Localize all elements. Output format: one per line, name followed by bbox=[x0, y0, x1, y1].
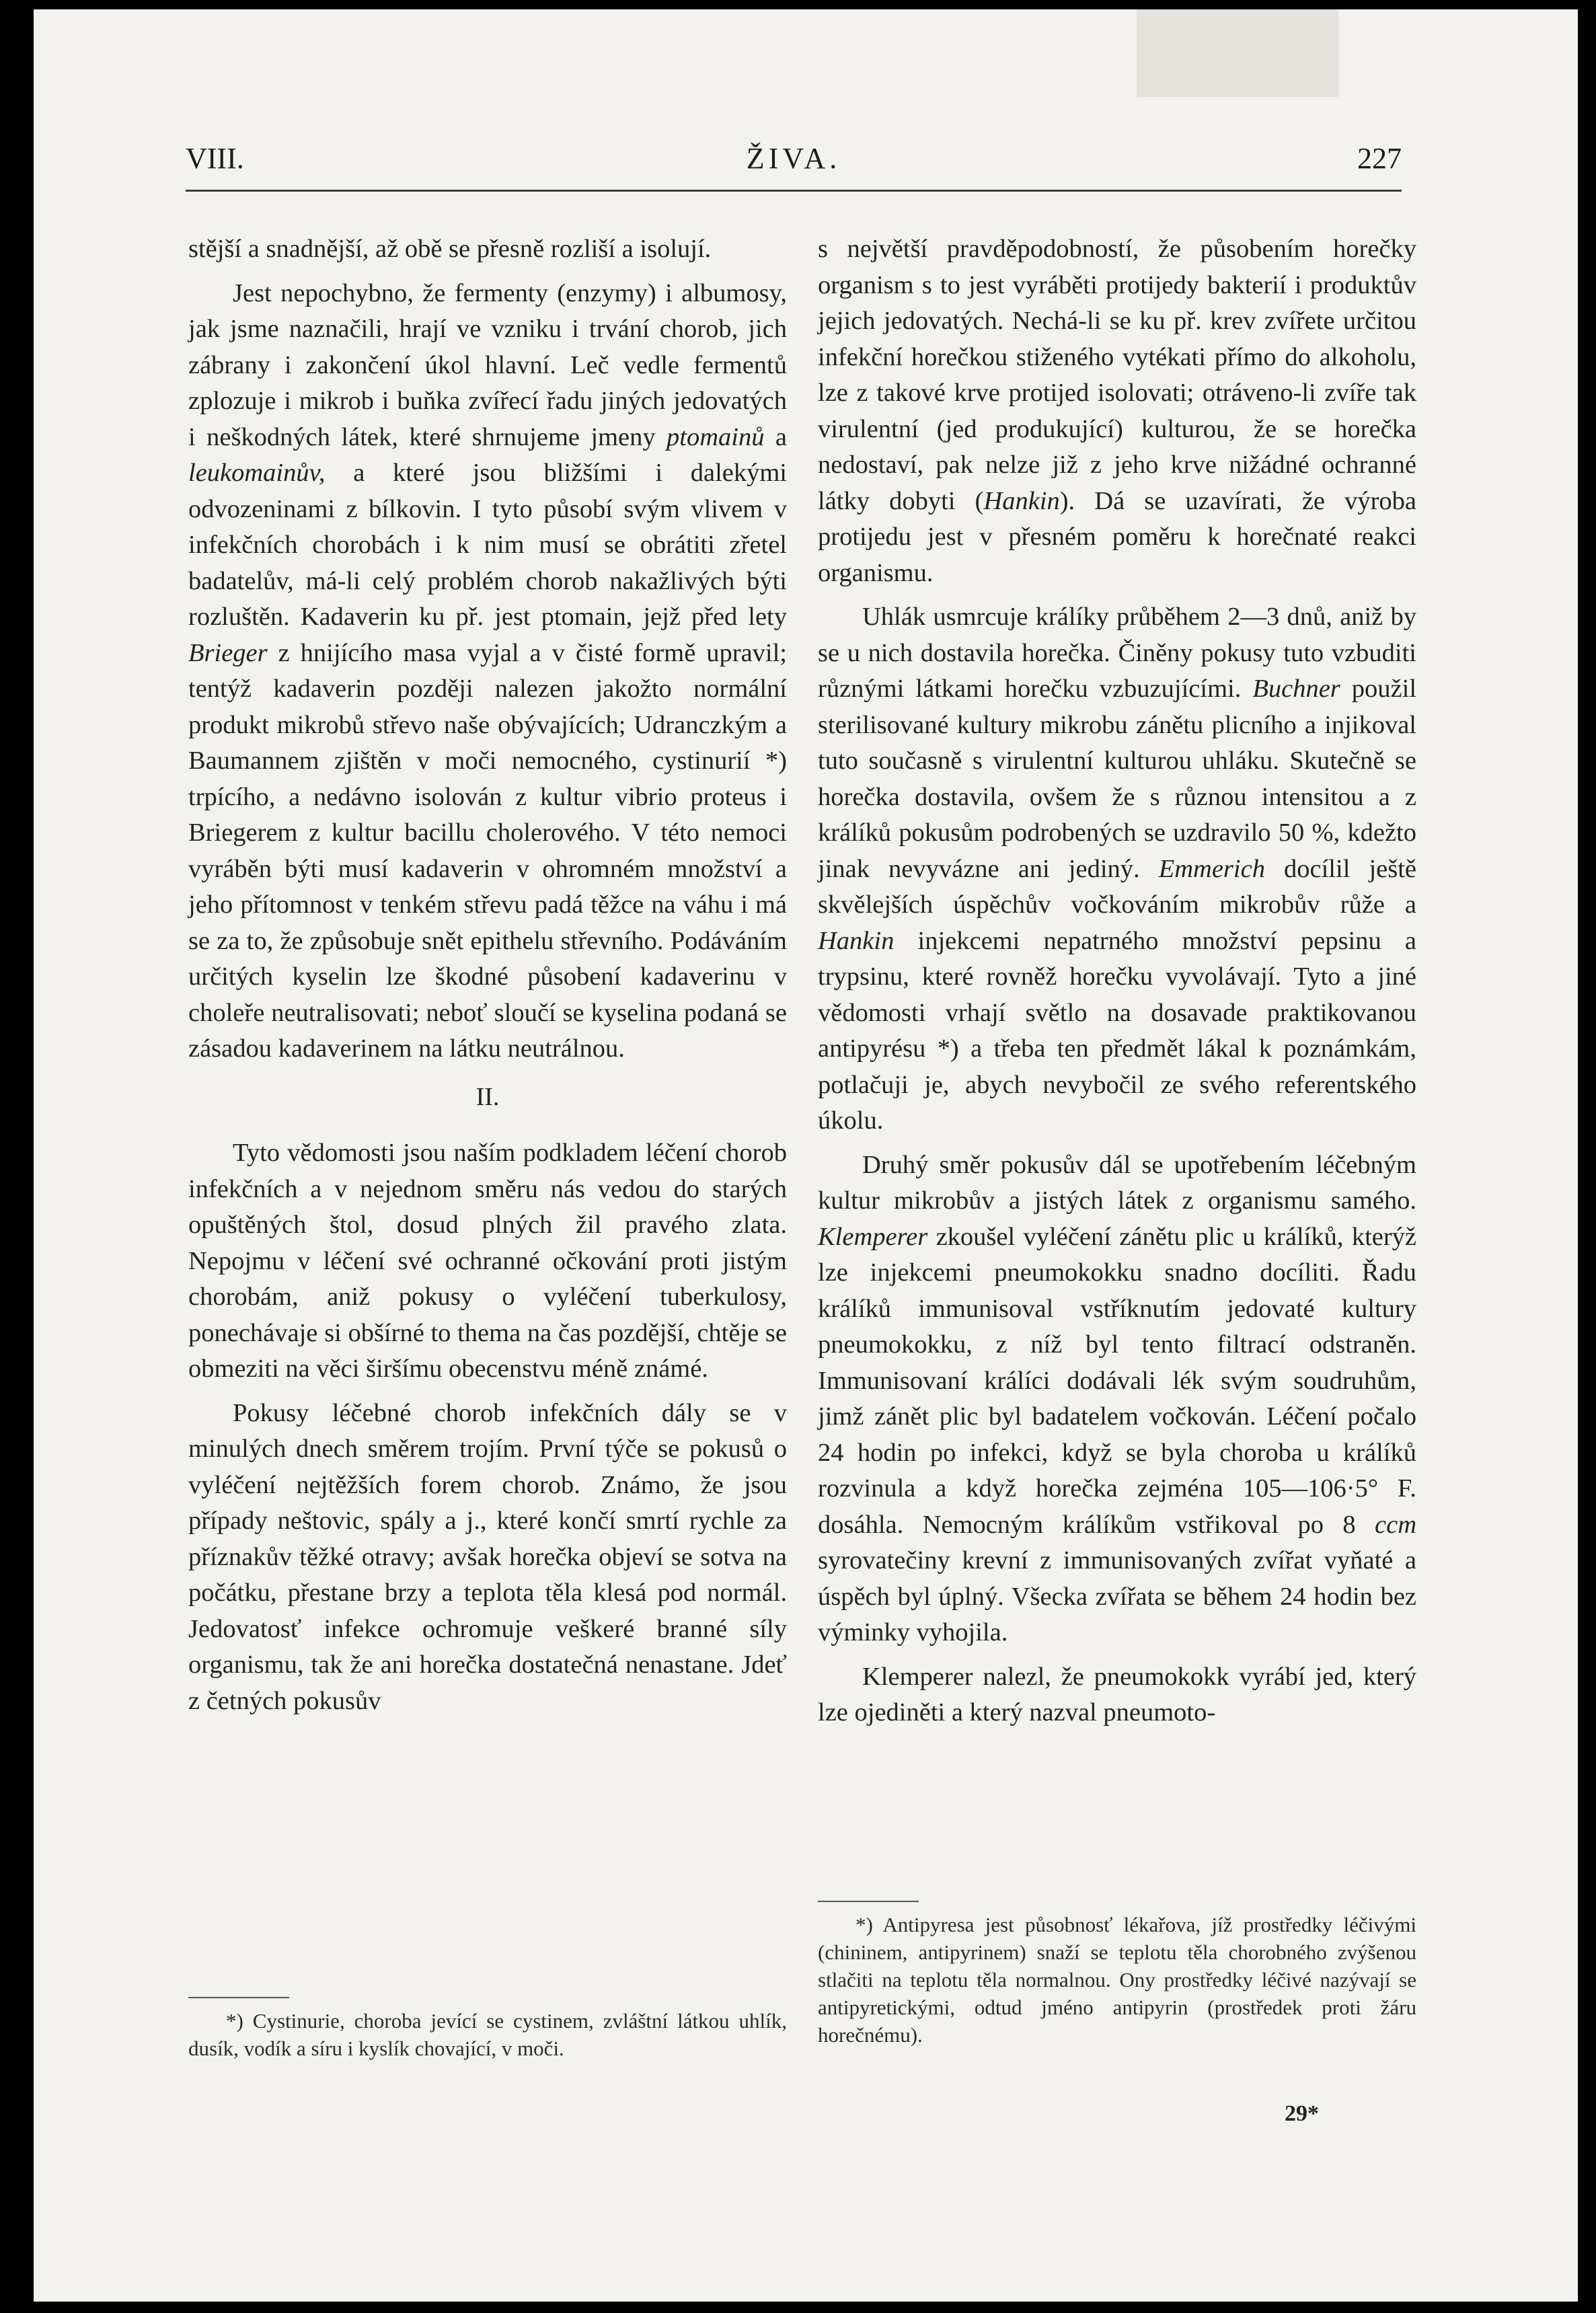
paragraph: Jest nepochybno, že fermenty (enzymy) i albumosy, jak jsme naznačili, hrají ve vzniku i trvání chorob, jich zábrany i zakončení úkol hlavní. Leč vedle fermentů zplozuje i mikrob i buňka zvířecí řadu jiných jedovatých i neškodných látek, které shrnujeme jmeny ptomainů a leukomainův, a které jsou bližšími i dalekými odvozeninami z bílkovin. I tyto působí svým vlivem v infekčních chorobách i k nim musí se obrátiti zřetel badatelův, má-li celý problém chorob nakažlivých býti rozluštěn. Kadaverin ku př. jest ptomain, jejž před lety Brieger z hnijícího masa vyjal a v čisté formě upravil; tentýž kadaverin později nalezen jakožto normální produkt mikrobů střevo naše obývajících; Udranczkým a Baumannem zjištěn v moči nemocného, cystinurií *) trpícího, a nedávno isolován z kultur vibrio proteus i Briegerem z kultur bacillu cholerového. V této nemoci vyráběn býti musí kadaverin v ohromném množství a jeho přítomnost v tenkém střevu padá těžce na váhu i má se za to, že způsobuje snět epithelu střevního. Podáváním určitých kyselin lze škodné působení kadaverinu v choleře neutralisovati; neboť sloučí se kyselina podaná se zásadou kadaverinem na látku neutrálnou. bbox=[188, 278, 787, 1063]
paragraph: Druhý směr pokusův dál se upotřebením léčebným kultur mikrobův a jistých látek z organismu samého. Klemperer zkoušel vyléčení zánětu plic u králíků, kterýž lze injekcemi pneumokokku snadno docíliti. Řadu králíků immunisoval vstříknutím jedovaté kultury pneumokokku, z níž byl tento filtrací odstraněn. Immunisovaní králíci dodávali lék svým soudruhům, jimž zánět plic byl badatelem vočkován. Léčení počalo 24 hodin po infekci, když se byla choroba u králíků rozvinula a když horečka zejména 105—106·5° F. dosáhla. Nemocným králíkům vstřikoval po 8 ccm syrovatečiny krevní z immunisovaných zvířat vyňaté a úspěch byl úplný. Všecka zvířata se během 24 hodin bez výminky vyhojila. bbox=[818, 1150, 1417, 1646]
unit-abbrev: ccm bbox=[1375, 1510, 1416, 1539]
journal-title: ŽIVA. bbox=[746, 142, 841, 175]
volume-number: VIII. bbox=[186, 142, 244, 175]
left-column bbox=[188, 231, 787, 1727]
page-stain bbox=[1137, 9, 1338, 97]
term-leukomain: leukomainův, bbox=[188, 459, 326, 487]
paragraph: Tyto vědomosti jsou naším podkladem léčení chorob infekčních a v nejednom směru nás vedou do starých opuštěných štol, dosud plných žil pravého zlata. Nepojmu v léčení své ochranné očkování proti jistým chorobám, aniž pokusy o vyléčení tuberkulosy, ponechávaje si obšírné to thema na čas pozdější, chtěje se obmeziti na věci širšímu obecenstvu méně známé. bbox=[188, 1139, 787, 1383]
scanned-page bbox=[34, 9, 1578, 2302]
term-ptomain: ptomainů bbox=[667, 422, 765, 451]
author-name: Hankin bbox=[818, 926, 895, 955]
header-rule bbox=[186, 190, 1402, 192]
author-name: Hankin bbox=[983, 486, 1060, 515]
paragraph: s největší pravděpodobností, že působením horečky organism s to jest vyráběti protijedy bakterií i produktův jejich jedovatých. Nechá-li se ku př. krev zvířete určitou infekční horečkou stiženého vytékati přímo do alkoholu, lze z takové krve protijed isolovati; otráveno-li zvíře tak virulentní (jed produkující) kulturou, že se horečka nedostaví, pak nelze již z jeho krve nižádné ochranné látky dobyti (Hankin). Dá se uzavírati, že výroba protijedu jest v přesném poměru k horečnaté reakci organismu. bbox=[818, 235, 1416, 587]
footnote-right: *) Antipyresa jest působnosť lékařova, jíž prostředky léčivými (chininem, antipyrinem) snaží se teplotu těla chorobného zvýšenou stlačiti na teplotu těla normalnou. Ony prostředky léčivé nazývají se antipyretickými, odtud jméno antipyrin (prostředek proti žáru horečnému). bbox=[818, 1913, 1416, 2047]
running-header bbox=[186, 141, 1402, 195]
signature-mark: 29* bbox=[1285, 2101, 1319, 2126]
footnote-rule bbox=[188, 1997, 289, 1998]
section-heading: II. bbox=[476, 1082, 500, 1111]
author-name: Brieger bbox=[188, 638, 268, 667]
paragraph: Klemperer nalezl, že pneumokokk vyrábí jed, který lze ojediněti a který nazval pneumoto- bbox=[818, 1662, 1416, 1727]
paragraph: stější a snadnější, až obě se přesně rozliší a isolují. bbox=[188, 235, 712, 263]
page-number: 227 bbox=[1357, 142, 1402, 175]
author-name: Buchner bbox=[1252, 675, 1340, 703]
author-name: Klemperer bbox=[818, 1222, 928, 1251]
paragraph: Pokusy léčebné chorob infekčních dály se v minulých dnech směrem trojím. První týče se pokusů o vyléčení nejtěžších forem chorob. Známo, že jsou případy neštovic, spály a j., které končí smrtí rychle za příznakův těžké otravy; avšak horečka objeví se sotva na počátku, přestane brzy a teplota těla klesá pod normál. Jedovatosť infekce ochromuje veškeré branné síly organismu, tak že ani horečka dostatečná nenastane. Jdeť z četných pokusův bbox=[188, 1398, 787, 1715]
author-name: Emmerich bbox=[1158, 854, 1265, 883]
paragraph: Uhlák usmrcuje králíky průběhem 2—3 dnů, aniž by se u nich dostavila horečka. Činěny pokusy tuto vzbuditi různými látkami horečku vzbuzujícími. Buchner použil sterilisované kultury mikrobu zánětu plicního a injikoval tuto současně s virulentní kulturou uhláku. Skutečně se horečka dostavila, ovšem že s různou intensitou a z králíků pokusům podrobených se uzdravilo 50 %, kdežto jinak nevyvázne ani jediný. Emmerich docílil ještě skvělejších úspěchův vočkováním mikrobův růže a Hankin injekcemi nepatrného množství pepsinu a trypsinu, které rovněž horečku vyvolávají. Tyto a jiné vědomosti vrhají světlo na dosavade praktikovanou antipyrésu *) a třeba ten předmět lákal k poznámkám, potlačuji je, abych nevybočil ze svého referentského úkolu. bbox=[818, 603, 1417, 1135]
right-column bbox=[818, 231, 1416, 1739]
footnote-left: *) Cystinurie, choroba jevící se cystinem, zvláštní látkou uhlík, dusík, vodík a síru i kyslík chovající, v moči. bbox=[188, 2009, 787, 2060]
footnote-rule bbox=[818, 1901, 919, 1902]
